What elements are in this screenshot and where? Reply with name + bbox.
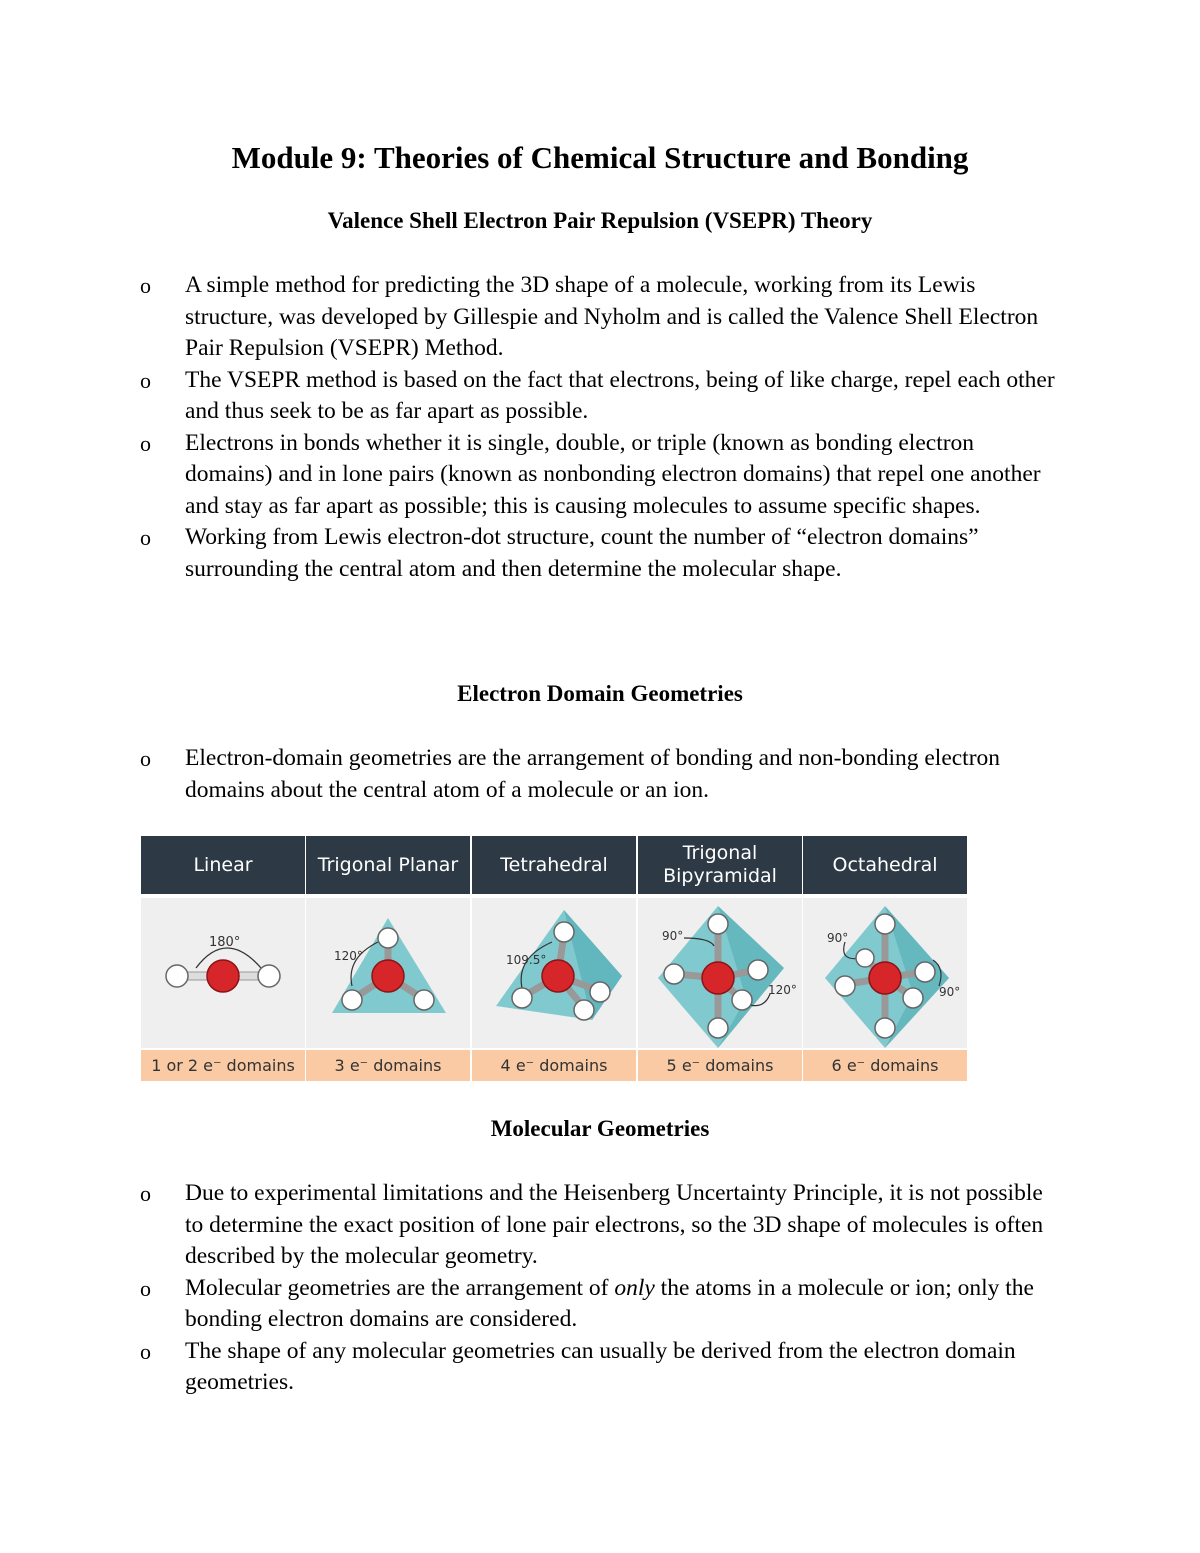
list-item (140, 1178, 1060, 1273)
vsepr-bullet-list (140, 270, 1060, 585)
bullet-marker: o (140, 525, 151, 550)
angle-label: 120° (334, 949, 363, 963)
figure-header: Linear (141, 836, 305, 894)
octahedral-illustration (803, 898, 967, 1048)
list-item (140, 1336, 1060, 1399)
angle-label: 109.5° (506, 953, 547, 967)
angle-label: 90° (939, 985, 961, 999)
figure-footer: 5 e⁻ domains (638, 1050, 802, 1081)
bullet-text: Electrons in bonds whether it is single, double, or triple (known as bonding electron domains) and in lone pairs (known as nonbonding electron domains) that repel one another and stay as far apart as possible; this is causing molecules to assume specific shapes. (185, 429, 1041, 519)
list-item (140, 428, 1060, 523)
angle-label: 180° (209, 935, 241, 950)
tetrahedral-illustration (472, 898, 636, 1048)
figure-footer: 4 e⁻ domains (472, 1050, 636, 1081)
bullet-marker: o (140, 367, 151, 393)
figure-footer: 1 or 2 e⁻ domains (141, 1050, 305, 1081)
list-item (140, 365, 1060, 428)
domain-geometries-heading: Electron Domain Geometries (457, 681, 743, 706)
emphasis-only: only (614, 1274, 655, 1301)
figure-column-trigonal-planar (306, 836, 470, 1081)
domain-bullet-list (140, 743, 1060, 806)
page-title: Module 9: Theories of Chemical Structure and Bonding (231, 140, 969, 175)
bullet-text: Working from Lewis electron-dot structure, count the number of “electron domains” surrounding the central atom and then determine the molecular shape. (185, 524, 979, 582)
linear-molecule-illustration (141, 898, 305, 1048)
figure-header: Trigonal Bipyramidal (638, 836, 802, 894)
figure-header: Octahedral (803, 836, 967, 894)
molecular-geometries-heading: Molecular Geometries (490, 1116, 710, 1141)
figure-header: Tetrahedral (472, 836, 636, 894)
list-item (140, 743, 1060, 806)
figure-column-tetrahedral (472, 836, 636, 1081)
figure-header: Trigonal Planar (306, 836, 470, 894)
bullet-marker: o (140, 1338, 151, 1364)
bullet-marker: o (140, 1181, 151, 1206)
bullet-text: A simple method for predicting the 3D shape of a molecule, working from its Lewis structure, was developed by Gillespie and Nyholm and is called the Valence Shell Electron Pair Repulsion (VSEPR) Method. (185, 272, 1039, 361)
figure-column-linear (141, 836, 305, 1081)
trigonal-planar-illustration (306, 898, 470, 1048)
trigonal-planar-svg (306, 898, 470, 1048)
bullet-text: The VSEPR method is based on the fact that electrons, being of like charge, repel each other and thus seek to be as far apart as possible. (185, 366, 1055, 424)
list-item (140, 522, 1060, 585)
bullet-text: Due to experimental limitations and the Heisenberg Uncertainty Principle, it is not possible to determine the exact position of lone pair electrons, so the 3D shape of molecules is often described by the molecular geometry. (185, 1180, 1044, 1269)
bullet-text: The shape of any molecular geometries can usually be derived from the electron domain geometries. (185, 1337, 1016, 1395)
trigonal-bipyramidal-illustration (638, 898, 802, 1048)
octahedral-svg (803, 898, 967, 1048)
figure-column-octahedral (803, 836, 967, 1081)
bullet-text: Molecular geometries are the arrangement of (185, 1274, 615, 1301)
angle-label: 120° (768, 983, 797, 997)
vsepr-heading: Valence Shell Electron Pair Repulsion (VSEPR) Theory (327, 208, 873, 233)
bullet-marker: o (140, 746, 151, 771)
figure-column-trigonal-bipyramidal (638, 836, 802, 1081)
electron-domain-figure (141, 836, 967, 1081)
figure-footer: 3 e⁻ domains (306, 1050, 470, 1081)
bullet-text-continued: the atoms in a molecule or ion; only the bonding electron domains are considered. (185, 1274, 1034, 1332)
tetrahedral-svg (472, 898, 636, 1048)
bullet-marker: o (140, 273, 151, 298)
list-item (140, 270, 1060, 365)
angle-label: 90° (827, 931, 849, 945)
angle-label: 90° (662, 929, 684, 943)
bullet-text: Electron-domain geometries are the arrangement of bonding and non-bonding electron domains about the central atom of a molecule or an ion. (185, 745, 1001, 803)
molecular-bullet-list (140, 1178, 1060, 1399)
list-item (140, 1273, 1060, 1336)
bullet-marker: o (140, 1275, 151, 1301)
bullet-marker: o (140, 430, 151, 456)
trigonal-bipyramidal-svg (638, 898, 802, 1048)
linear-molecule-svg (141, 898, 305, 1048)
figure-footer: 6 e⁻ domains (803, 1050, 967, 1081)
